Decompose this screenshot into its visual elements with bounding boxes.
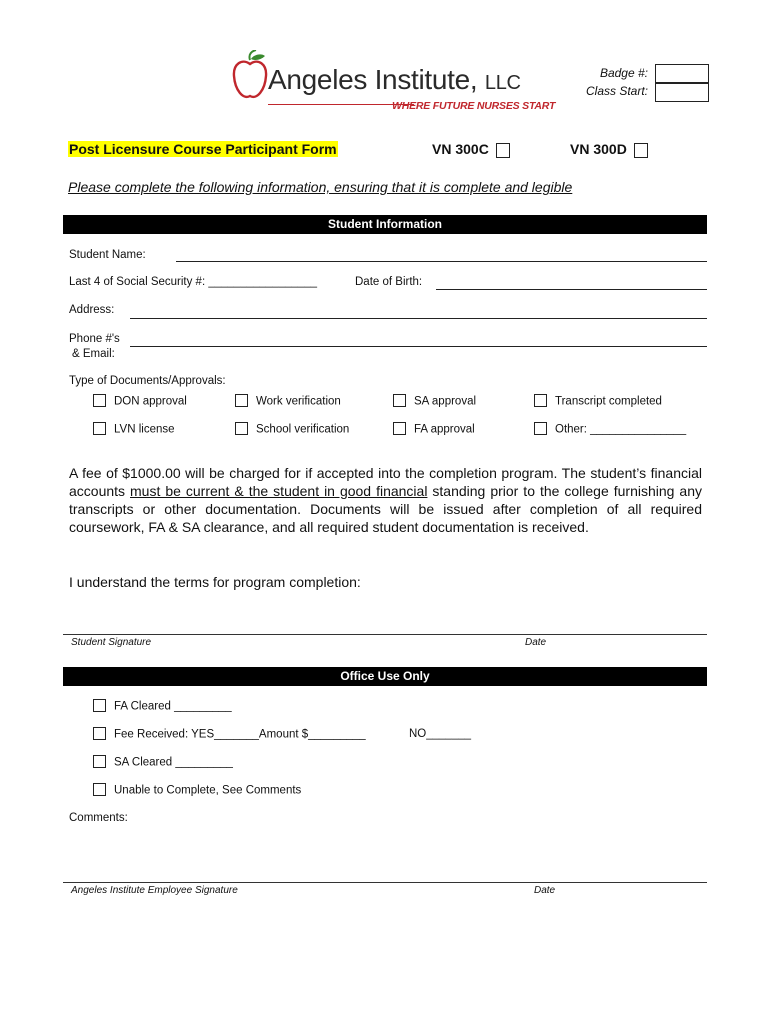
company-logo bbox=[232, 50, 556, 116]
option-label: SA Cleared _________ bbox=[114, 756, 233, 769]
employee-signature-line[interactable] bbox=[63, 882, 707, 883]
fee-terms-paragraph bbox=[69, 464, 702, 536]
student-signature-line[interactable] bbox=[63, 634, 707, 635]
student-signature-label: Student Signature bbox=[71, 637, 152, 648]
phone-label: Phone #'s bbox=[69, 333, 120, 345]
checkbox-icon[interactable] bbox=[93, 422, 106, 435]
apple-logo-icon bbox=[232, 50, 268, 106]
comments-label: Comments: bbox=[69, 812, 128, 824]
checkbox-icon[interactable] bbox=[93, 755, 106, 768]
option-label: FA Cleared _________ bbox=[114, 700, 232, 713]
address-label: Address: bbox=[69, 304, 115, 316]
vn300d-option bbox=[570, 141, 648, 158]
checkbox-icon[interactable] bbox=[235, 394, 248, 407]
fee-terms-text-end: standing prior to the college furnishing any transcripts or other documentation. Documents will be issued after completion of all required coursework, FA & SA clearance, and all required student documentation is received. bbox=[69, 483, 702, 535]
option-label: FA approval bbox=[414, 423, 475, 436]
fee-no-label: NO_______ bbox=[409, 728, 472, 740]
class-start-label: Class Start: bbox=[585, 84, 648, 98]
option-sa-approval[interactable] bbox=[393, 395, 476, 408]
student-date-label: Date bbox=[525, 637, 547, 648]
option-fa-cleared[interactable] bbox=[93, 700, 232, 713]
option-don-approval[interactable] bbox=[93, 395, 187, 408]
checkbox-icon[interactable] bbox=[235, 422, 248, 435]
student-name-label: Student Name: bbox=[69, 249, 146, 261]
option-label: Transcript completed bbox=[555, 395, 662, 408]
logo-tagline: WHERE FUTURE NURSES START bbox=[392, 100, 556, 112]
dob-label: Date of Birth: bbox=[355, 276, 423, 288]
option-fa-approval[interactable] bbox=[393, 423, 475, 436]
doc-types-label: Type of Documents/Approvals: bbox=[69, 375, 226, 387]
option-other[interactable] bbox=[534, 423, 686, 436]
dob-field[interactable] bbox=[436, 289, 707, 290]
option-work-verification[interactable] bbox=[235, 395, 341, 408]
badge-field[interactable] bbox=[655, 64, 709, 83]
option-label: Unable to Complete, See Comments bbox=[114, 784, 302, 797]
student-info-header: Student Information bbox=[63, 215, 707, 234]
checkbox-icon[interactable] bbox=[93, 783, 106, 796]
checkbox-icon[interactable] bbox=[393, 422, 406, 435]
checkbox-icon[interactable] bbox=[534, 394, 547, 407]
checkbox-icon[interactable] bbox=[534, 422, 547, 435]
employee-date-label: Date bbox=[534, 885, 556, 896]
option-unable-to-complete[interactable] bbox=[93, 784, 301, 797]
checkbox-icon[interactable] bbox=[93, 699, 106, 712]
phone-email-field[interactable] bbox=[130, 346, 707, 347]
vn300c-checkbox[interactable] bbox=[496, 143, 510, 158]
option-lvn-license[interactable] bbox=[93, 423, 175, 436]
instructions: Please complete the following information, ensuring that it is complete and legible bbox=[68, 179, 573, 195]
option-transcript-completed[interactable] bbox=[534, 395, 662, 408]
class-start-field[interactable] bbox=[655, 83, 709, 102]
logo-llc: LLC bbox=[484, 72, 521, 94]
logo-name: Angeles Institute, bbox=[268, 64, 478, 95]
option-sa-cleared[interactable] bbox=[93, 756, 233, 769]
ssn-label: Last 4 of Social Security #: _________________ bbox=[69, 276, 318, 288]
option-label: SA approval bbox=[414, 395, 477, 408]
vn300d-label: VN 300D bbox=[570, 141, 627, 157]
option-fee-received[interactable] bbox=[93, 728, 366, 741]
understand-terms: I understand the terms for program completion: bbox=[69, 574, 361, 590]
email-label: & Email: bbox=[72, 348, 115, 360]
option-label: LVN license bbox=[114, 423, 175, 436]
checkbox-icon[interactable] bbox=[393, 394, 406, 407]
option-label: Other: _______________ bbox=[555, 423, 687, 436]
form-title: Post Licensure Course Participant Form bbox=[69, 141, 337, 157]
vn300c-label: VN 300C bbox=[432, 141, 489, 157]
vn300d-checkbox[interactable] bbox=[634, 143, 648, 158]
fee-terms-text: A fee of $1000.00 will be charged for if accepted into the completion program. The student’s financial accounts bbox=[69, 465, 702, 499]
employee-signature-label: Angeles Institute Employee Signature bbox=[71, 885, 238, 896]
option-label: Work verification bbox=[256, 395, 341, 408]
student-name-field[interactable] bbox=[176, 261, 707, 262]
logo-wordmark bbox=[268, 64, 521, 96]
vn300c-option bbox=[432, 141, 510, 158]
checkbox-icon[interactable] bbox=[93, 727, 106, 740]
option-label: School verification bbox=[256, 423, 350, 436]
office-use-header: Office Use Only bbox=[63, 667, 707, 686]
checkbox-icon[interactable] bbox=[93, 394, 106, 407]
option-label: DON approval bbox=[114, 395, 187, 408]
option-school-verification[interactable] bbox=[235, 423, 349, 436]
option-label: Fee Received: YES_______Amount $_________ bbox=[114, 728, 366, 741]
fee-terms-underlined: must be current & the student in good financial bbox=[130, 483, 428, 499]
address-field[interactable] bbox=[130, 318, 707, 319]
badge-label: Badge #: bbox=[599, 66, 648, 80]
